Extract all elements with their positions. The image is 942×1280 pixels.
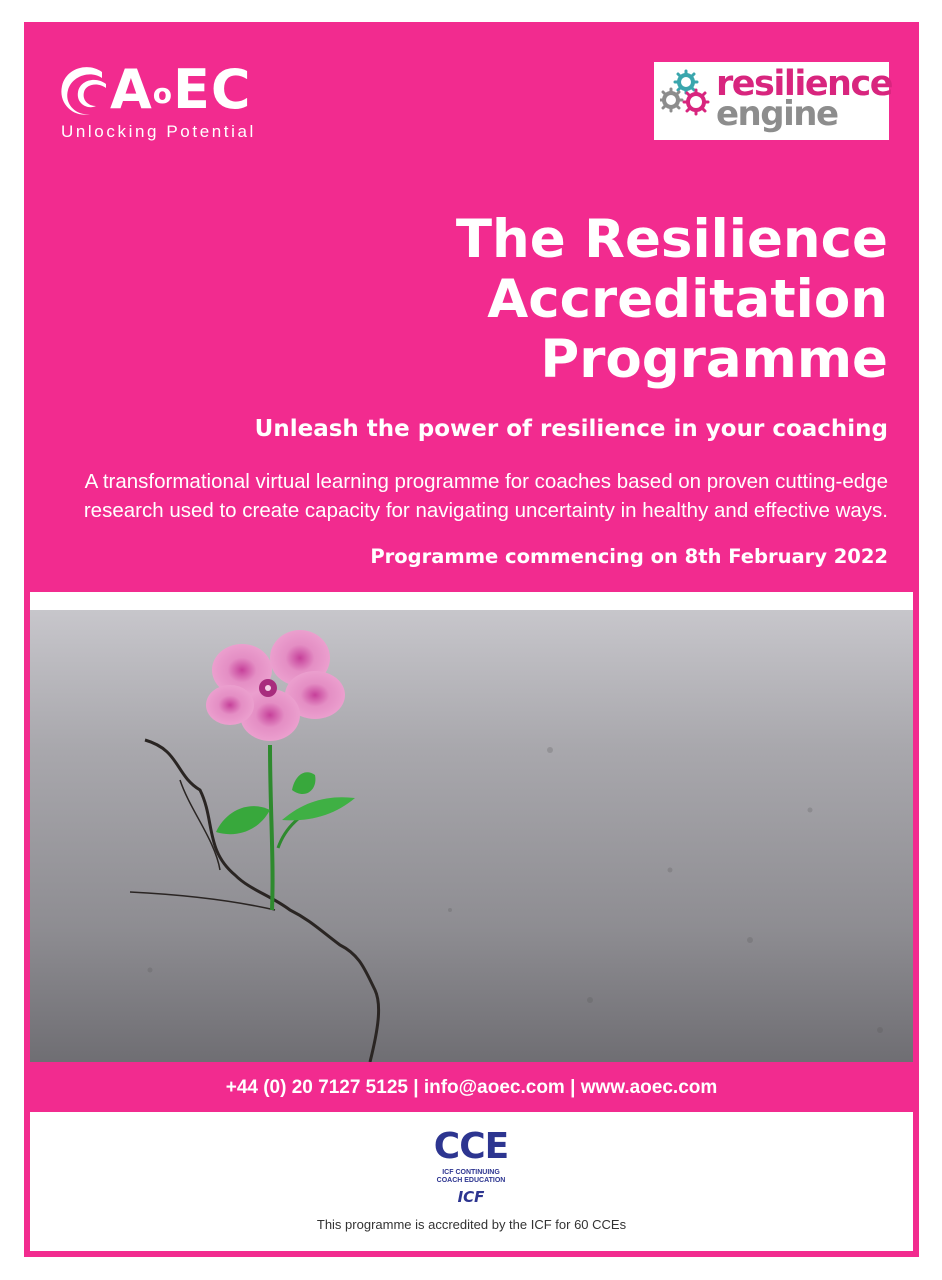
resilience-engine-logo: [654, 62, 892, 140]
icf-cce-badge: [421, 1128, 521, 1210]
title-line-1: The Resilience: [455, 209, 888, 270]
aoec-logo: [58, 58, 298, 148]
icf-logo: ICF: [457, 1188, 485, 1206]
cce-badge-title: CCE: [433, 1126, 509, 1167]
photo-top-band: [30, 592, 913, 610]
aoec-swirl-icon: [58, 62, 110, 118]
description-line-1: A transformational virtual learning programme for coaches based on proven cutting-edge: [84, 470, 888, 493]
aoec-tagline: Unlocking Potential: [61, 122, 256, 141]
resilience-engine-word-2: engine: [716, 94, 838, 134]
subtitle: Unleash the power of resilience in your coaching: [254, 416, 888, 442]
page-title: [288, 210, 888, 390]
programme-description: [28, 467, 888, 525]
contact-details: +44 (0) 20 7127 5125 | info@aoec.com | www.aoec.com: [225, 1077, 718, 1098]
resilience-engine-word-1: resilience: [716, 64, 892, 104]
accreditation-note: This programme is accredited by the ICF for 60 CCEs: [316, 1217, 627, 1232]
cce-badge-subtitle: ICF CONTINUING COACH EDUCATION: [436, 1169, 506, 1184]
description-line-2: research used to create capacity for navigating uncertainty in healthy and effective ways.: [83, 499, 888, 522]
start-date: Programme commencing on 8th February 2022: [370, 545, 888, 568]
title-line-3: Programme: [540, 329, 888, 390]
title-line-2: Accreditation: [487, 269, 888, 330]
flower-in-crack-photo: [30, 610, 913, 1062]
gears-icon: [660, 68, 720, 128]
aoec-wordmark: $A^oEC$: [110, 58, 252, 121]
